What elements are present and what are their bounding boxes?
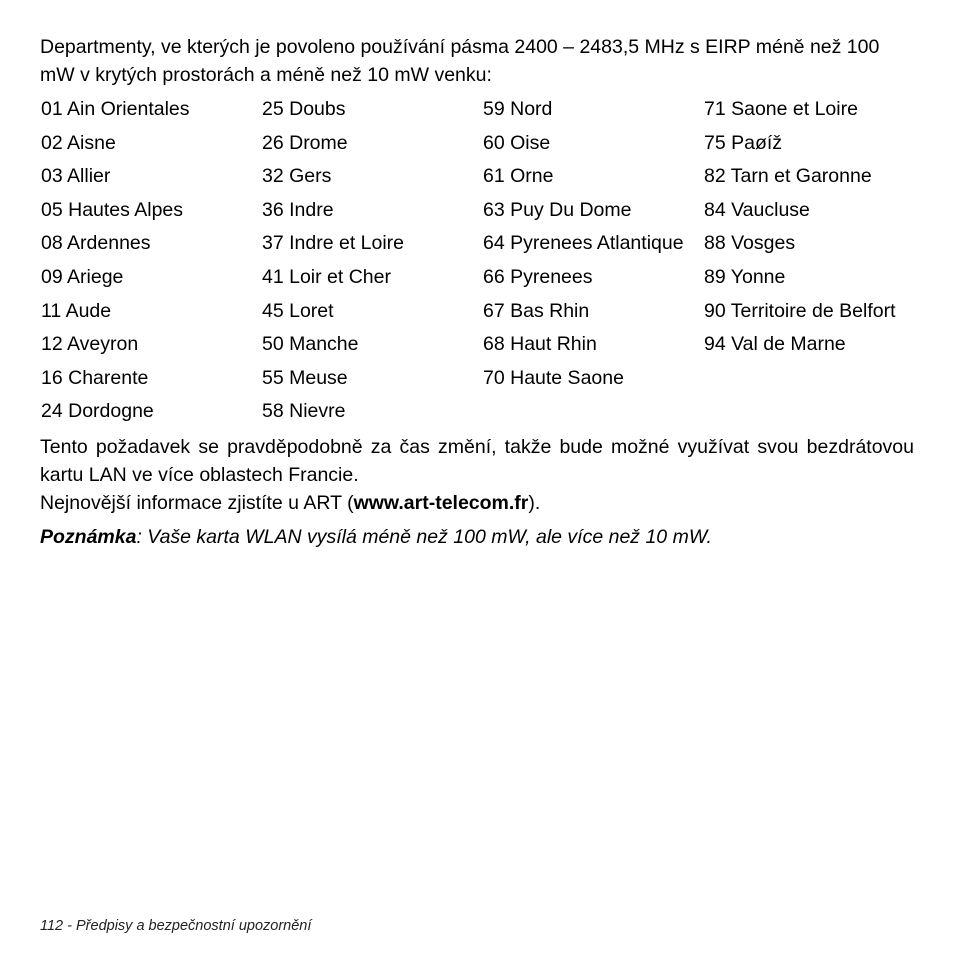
info-paragraph: [40, 489, 914, 517]
department-item: 70 Haute Saone: [483, 366, 624, 389]
department-item: 12 Aveyron: [41, 333, 139, 356]
page-content: [40, 33, 914, 551]
intro-paragraph: Departmenty, ve kterých je povoleno používání pásma 2400 – 2483,5 MHz s EIRP méně než 100 mW v krytých prostorách a méně než 10 mW venku:: [40, 36, 880, 86]
department-item: 84 Vaucluse: [704, 198, 810, 221]
department-item: 71 Saone et Loire: [704, 98, 858, 120]
department-item: 25 Doubs: [262, 98, 346, 120]
department-item: 58 Nievre: [262, 400, 346, 423]
info-prefix: Nejnovější informace zjistíte u ART (: [40, 491, 354, 514]
department-item: 24 Dordogne: [41, 400, 154, 423]
department-item: 60 Oise: [483, 131, 551, 154]
change-paragraph: Tento požadavek se pravděpodobně za čas změní, takže bude možné využívat svou bezdrátovou kartu LAN ve více oblastech Francie.: [40, 435, 914, 486]
department-item: 82 Tarn et Garonne: [704, 165, 872, 188]
department-item: 05 Hautes Alpes: [41, 198, 184, 221]
info-suffix: ).: [528, 491, 541, 514]
department-item: 32 Gers: [262, 165, 332, 188]
department-item: 03 Allier: [41, 165, 111, 188]
departments-column-1: [41, 96, 262, 432]
department-item: 88 Vosges: [704, 232, 796, 255]
department-item: 59 Nord: [483, 98, 553, 120]
departments-column-3: [483, 96, 704, 432]
department-item: 09 Ariege: [41, 265, 124, 288]
department-item: 16 Charente: [41, 366, 149, 389]
department-item: 50 Manche: [262, 333, 359, 356]
department-item: 75 Paøíž: [704, 131, 783, 154]
department-item: 41 Loir et Cher: [262, 265, 391, 288]
departments-column-4: [704, 96, 925, 432]
department-item: 64 Pyrenees Atlantique: [483, 232, 684, 255]
department-item: 26 Drome: [262, 131, 348, 154]
department-item: 67 Bas Rhin: [483, 299, 590, 322]
department-item: 37 Indre et Loire: [262, 232, 405, 255]
note-text: : Vaše karta WLAN vysílá méně než 100 mW, ale více než 10 mW.: [136, 525, 712, 548]
note-paragraph: [40, 523, 914, 551]
page-footer: 112 - Předpisy a bezpečnostní upozornění: [40, 918, 312, 934]
department-item: 45 Loret: [262, 299, 334, 322]
department-item: 02 Aisne: [41, 131, 116, 154]
department-item: 36 Indre: [262, 198, 334, 221]
departments-grid: [41, 96, 914, 432]
department-item: 01 Ain Orientales: [41, 98, 190, 120]
department-item: 94 Val de Marne: [704, 333, 846, 356]
department-item: 68 Haut Rhin: [483, 333, 597, 356]
note-label: Poznámka: [40, 525, 137, 548]
department-item: 90 Territoire de Belfort: [704, 299, 896, 322]
department-item: 66 Pyrenees: [483, 265, 593, 288]
department-item: 08 Ardennes: [41, 232, 151, 255]
departments-column-2: [262, 96, 483, 432]
department-item: 89 Yonne: [704, 265, 786, 288]
department-item: 55 Meuse: [262, 366, 348, 389]
art-telecom-link[interactable]: www.art-telecom.fr: [353, 491, 529, 514]
department-item: 61 Orne: [483, 165, 554, 188]
department-item: 63 Puy Du Dome: [483, 198, 632, 221]
department-item: 11 Aude: [41, 299, 112, 322]
